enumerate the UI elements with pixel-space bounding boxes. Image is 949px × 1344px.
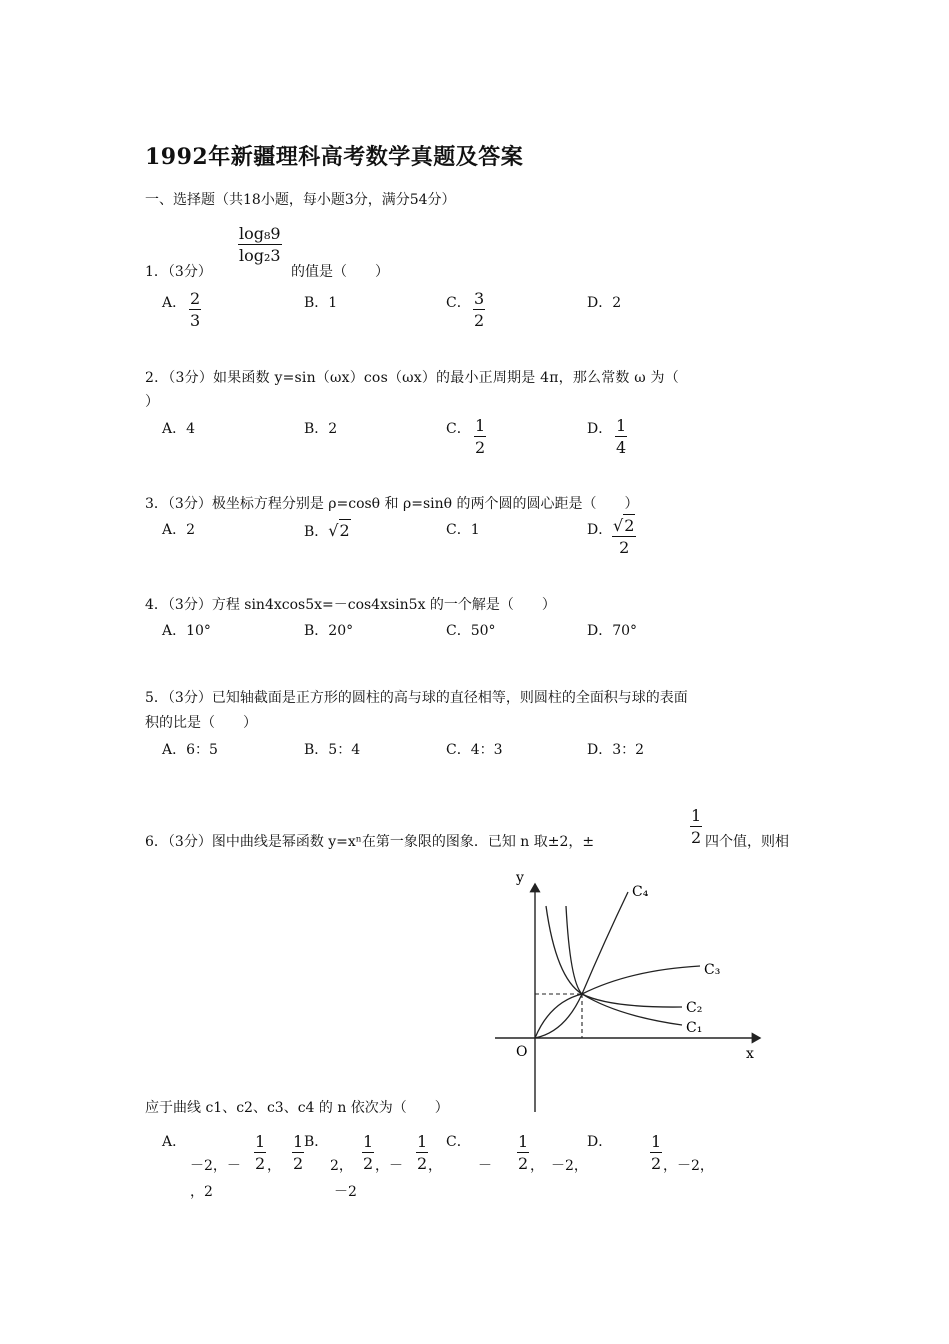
q3-option-b[interactable] <box>304 523 351 539</box>
q2-option-c-fraction[interactable] <box>474 418 486 456</box>
q2-a-text: 4 <box>186 421 196 437</box>
q2-option-a[interactable] <box>162 422 195 436</box>
q3-option-c[interactable] <box>446 523 480 537</box>
q6-a-frac1-num: 1 <box>255 1132 266 1151</box>
q5-stem-line1: 5．（3分）已知轴截面是正方形的圆柱的高与球的直径相等，则圆柱的全面积与球的表面 <box>145 690 688 706</box>
q2-b-text: 2 <box>328 421 338 437</box>
fig-x-label: x <box>746 1046 754 1062</box>
q3-a-text: 2 <box>186 522 196 538</box>
fig-origin-label: O <box>516 1044 528 1060</box>
q3-option-d-label[interactable]: D． <box>587 522 613 538</box>
q6-a-label: A． <box>162 1134 187 1150</box>
q1-d-text: 2 <box>612 295 622 311</box>
q5-option-a[interactable]: A．6：5 <box>162 742 218 758</box>
q6-c-text3: ，－2， <box>663 1158 714 1174</box>
q1-frac-denominator: log₂3 <box>239 246 281 265</box>
q6-b-text3: ， <box>428 1158 442 1174</box>
q6-c-frac2 <box>650 1134 662 1172</box>
q6-half-num: 1 <box>691 806 702 825</box>
q3-option-a[interactable] <box>162 523 195 537</box>
q3-c-text: 1 <box>470 522 480 538</box>
q3-b-radicand: 2 <box>339 521 350 540</box>
q6-b-frac1-den: 2 <box>363 1154 374 1173</box>
section-heading: 一、选择题（共18小题，每小题3分，满分54分） <box>145 192 456 208</box>
fig-c3-label: C₃ <box>704 962 721 978</box>
q1-c-num: 3 <box>474 289 485 308</box>
q3-d-den: 2 <box>619 538 630 557</box>
q6-c-frac1-num: 1 <box>518 1132 529 1151</box>
q1-a-den: 3 <box>190 311 201 330</box>
q6-half-fraction <box>690 808 702 846</box>
q5-option-d[interactable]: D．3：2 <box>587 742 645 758</box>
q6-a-text3: ，2 <box>190 1184 213 1200</box>
fig-c1-label: C₁ <box>686 1020 703 1036</box>
fig-c4-label: C₄ <box>632 884 649 900</box>
q2-option-c-label[interactable]: C． <box>446 421 471 437</box>
q3-a-label: A． <box>162 522 187 538</box>
q2-c-num: 1 <box>475 416 486 435</box>
q1-option-c-label[interactable]: C． <box>446 295 471 311</box>
q5-stem-line2: 积的比是（ ） <box>145 715 257 731</box>
q4-option-b[interactable]: B．20° <box>304 623 354 639</box>
page-title: 1992年新疆理科高考数学真题及答案 <box>145 144 524 170</box>
q6-a-frac1 <box>254 1134 266 1172</box>
q6-b-frac1-num: 1 <box>363 1132 374 1151</box>
q6-power-function-figure <box>490 862 770 1124</box>
q3-c-label: C． <box>446 522 471 538</box>
q5-option-b[interactable]: B．5：4 <box>304 742 361 758</box>
q2-b-label: B． <box>304 421 329 437</box>
q3-d-radicand: 2 <box>624 516 635 535</box>
q6-b-frac2-den: 2 <box>417 1154 428 1173</box>
q2-stem-line1: 2．（3分）如果函数 y=sin（ωx）cos（ωx）的最小正周期是 4π，那么常数 ω 为（ <box>145 370 679 386</box>
q1-b-label: B． <box>304 295 329 311</box>
q2-a-label: A． <box>162 421 187 437</box>
q1-b-text: 1 <box>328 295 338 311</box>
q6-b-text1: 2， <box>330 1158 353 1174</box>
q1-c-den: 2 <box>474 311 485 330</box>
q6-b-frac2 <box>416 1134 428 1172</box>
q1-prefix: 1．（3分） <box>145 264 212 280</box>
q6-half-den: 2 <box>691 828 702 847</box>
q6-b-label: B． <box>304 1134 329 1150</box>
q6-b-text2: ，－ <box>375 1158 403 1174</box>
q6-c-frac1 <box>517 1134 529 1172</box>
q6-c-label: C． <box>446 1134 471 1150</box>
q6-a-frac2 <box>292 1134 304 1172</box>
q1-option-a-fraction[interactable] <box>189 291 201 329</box>
q1-option-b[interactable] <box>304 296 337 310</box>
q6-stem-line2: 应于曲线 c1、c2、c3、c4 的 n 依次为（ ） <box>145 1100 449 1116</box>
q2-option-b[interactable] <box>304 422 337 436</box>
q6-stem-line1b: 四个值，则相 <box>705 834 789 850</box>
q6-c-frac2-num: 1 <box>651 1132 662 1151</box>
q6-a-text2: ， <box>267 1158 281 1174</box>
q5-option-c[interactable]: C．4：3 <box>446 742 503 758</box>
q2-stem-line2: ） <box>145 394 159 410</box>
fig-c2-label: C₂ <box>686 1000 703 1016</box>
q6-a-frac2-den: 2 <box>293 1154 304 1173</box>
q6-c-text1: － <box>478 1158 492 1174</box>
q6-b-frac2-num: 1 <box>417 1132 428 1151</box>
q6-b-frac1 <box>362 1134 374 1172</box>
q2-c-den: 2 <box>475 438 486 457</box>
q4-option-c[interactable]: C．50° <box>446 623 496 639</box>
q3-b-label: B． <box>304 524 329 540</box>
q6-c-frac1-den: 2 <box>518 1154 529 1173</box>
q2-option-d-label[interactable]: D． <box>587 421 613 437</box>
curve-c3 <box>535 966 703 1038</box>
q4-option-d[interactable]: D．70° <box>587 623 638 639</box>
q6-a-frac1-den: 2 <box>255 1154 266 1173</box>
q1-log-fraction <box>238 226 282 264</box>
q3-option-d-fraction[interactable] <box>612 518 636 556</box>
q1-option-c-fraction[interactable] <box>473 291 485 329</box>
q1-option-d[interactable] <box>587 296 621 310</box>
q1-d-label: D． <box>587 295 613 311</box>
q3-stem: 3．（3分）极坐标方程分别是 ρ=cosθ 和 ρ=sinθ 的两个圆的圆心距是（ ） <box>145 496 639 512</box>
fig-y-label: y <box>516 870 524 886</box>
q4-stem: 4．（3分）方程 sin4xcos5x=－cos4xsin5x 的一个解是（ ） <box>145 597 556 613</box>
q6-d-label: D． <box>587 1134 613 1150</box>
q1-suffix: 的值是（ ） <box>291 264 389 280</box>
q2-option-d-fraction[interactable] <box>615 418 627 456</box>
q1-a-num: 2 <box>190 289 201 308</box>
q1-option-a-label[interactable]: A． <box>162 295 187 311</box>
q1-frac-numerator: log₈9 <box>239 224 281 243</box>
q6-a-text1: －2，－ <box>190 1158 241 1174</box>
q6-c-text2: ， －2， <box>530 1158 588 1174</box>
q3-d-num: √2 <box>613 516 635 535</box>
q2-d-den: 4 <box>616 438 627 457</box>
q6-b-text4: －2 <box>334 1184 357 1200</box>
q6-c-frac2-den: 2 <box>651 1154 662 1173</box>
q6-a-frac2-num: 1 <box>293 1132 304 1151</box>
q3-b-sqrt: √2 <box>328 521 350 540</box>
q6-stem-line1a: 6．（3分）图中曲线是幂函数 y=xⁿ在第一象限的图象．已知 n 取±2，± <box>145 834 595 850</box>
q2-d-num: 1 <box>616 416 627 435</box>
q4-option-a[interactable]: A．10° <box>162 623 211 639</box>
